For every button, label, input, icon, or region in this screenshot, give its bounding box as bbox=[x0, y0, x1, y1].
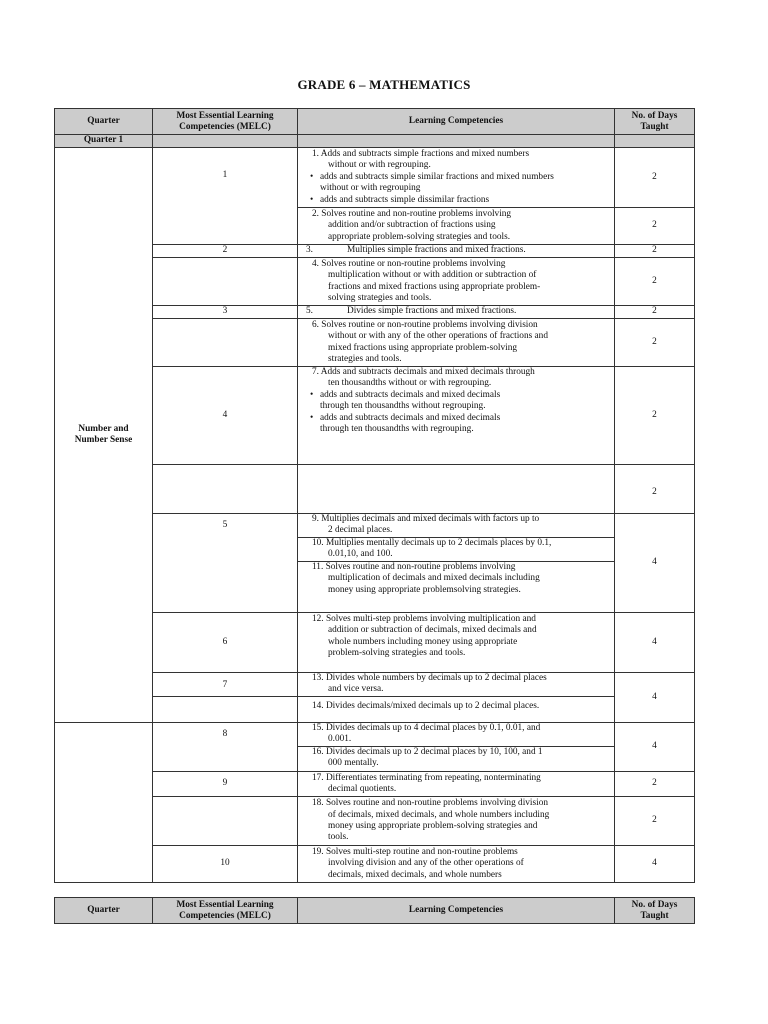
competency-text: 17. Differentiates terminating from repeating, nonterminating decimal quotients. bbox=[298, 772, 615, 797]
competency-text: 15. Divides decimals up to 4 decimal places by 0.1, 0.01, and 0.001. 16. Divides decimals up to 2 decimal places by 10, 100, and 1 000 mentally. bbox=[298, 723, 615, 772]
melc-number: 8 bbox=[153, 723, 298, 772]
competency-text: 9. Multiplies decimals and mixed decimals with factors up to 2 decimal places. 10. Multiplies mentally decimals up to 2 decimals places by 0.1, 0.01,10, and 100. 11. Solves routine and non-routine problems involving multiplication of decimals and mixed decimals including money using appropriate problemsolving strategies. bbox=[298, 514, 615, 613]
header-learning-competencies: Learning Competencies bbox=[298, 898, 615, 924]
melc-number: 10 bbox=[153, 846, 298, 883]
competency-text: 2. Solves routine and non-routine problems involving addition and/or subtraction of fractions using appropriate problem-solving strategies and tools. bbox=[298, 208, 615, 245]
table-header-row bbox=[55, 898, 695, 924]
days-value: 4 bbox=[615, 723, 695, 772]
days-value: 2 bbox=[615, 797, 695, 846]
days-value: 2 bbox=[615, 208, 695, 245]
days-value: 2 bbox=[615, 245, 695, 258]
domain-label: Number and Number Sense bbox=[55, 148, 153, 723]
competency-text: 4. Solves routine or non-routine problems involving multiplication without or with addition or subtraction of fractions and mixed fractions using appropriate problem- solving strategies and tools. bbox=[298, 258, 615, 306]
header-melc: Most Essential Learning Competencies (MELC) bbox=[153, 898, 298, 924]
melc-number: 1 bbox=[153, 148, 298, 245]
days-value: 2 bbox=[615, 367, 695, 465]
days-value: 2 bbox=[615, 772, 695, 797]
table-row bbox=[55, 148, 695, 208]
melc-number: 4 bbox=[153, 367, 298, 465]
days-value: 2 bbox=[615, 258, 695, 306]
table-header-row bbox=[55, 109, 695, 135]
melc-number: 7 bbox=[153, 673, 298, 723]
competency-text: 12. Solves multi-step problems involving multiplication and addition or subtraction of decimals, mixed decimals and whole numbers including money using appropriate problem-solving strategies and tools. bbox=[298, 613, 615, 673]
competencies-table-continued bbox=[54, 897, 695, 924]
quarter-label: Quarter 1 bbox=[55, 135, 153, 148]
melc-number: 2 bbox=[153, 245, 298, 258]
days-value: 2 bbox=[615, 148, 695, 208]
quarter-row bbox=[55, 135, 695, 148]
header-days: No. of Days Taught bbox=[615, 898, 695, 924]
header-quarter: Quarter bbox=[55, 109, 153, 135]
competency-text: 1. Adds and subtracts simple fractions and mixed numbers without or with regrouping. • adds and subtracts simple similar fractions and mixed numbers without or with regrouping • adds and subtracts simple dissimilar fractions bbox=[298, 148, 615, 208]
competencies-table bbox=[54, 108, 695, 883]
competency-text: 19. Solves multi-step routine and non-routine problems involving division and any of the other operations of decimals, mixed decimals, and whole numbers bbox=[298, 846, 615, 883]
melc-number: 9 bbox=[153, 772, 298, 797]
competency-text: 3. Multiplies simple fractions and mixed fractions. bbox=[298, 245, 615, 258]
days-value: 4 bbox=[615, 514, 695, 613]
competency-text: 5. Divides simple fractions and mixed fractions. bbox=[298, 306, 615, 319]
header-quarter: Quarter bbox=[55, 898, 153, 924]
days-value: 4 bbox=[615, 846, 695, 883]
melc-number: 5 bbox=[153, 514, 298, 613]
melc-number: 6 bbox=[153, 613, 298, 673]
melc-number: 3 bbox=[153, 306, 298, 319]
table-row bbox=[55, 723, 695, 772]
competency-text: 18. Solves routine and non-routine problems involving division of decimals, mixed decimals, and whole numbers including money using appropriate problem-solving strategies and tools. bbox=[298, 797, 615, 846]
competency-text: 6. Solves routine or non-routine problems involving division without or with any of the other operations of fractions and mixed fractions using appropriate problem-solving strategies and tools. bbox=[298, 319, 615, 367]
days-value: 2 bbox=[615, 319, 695, 367]
days-value: 4 bbox=[615, 673, 695, 723]
header-days: No. of Days Taught bbox=[615, 109, 695, 135]
header-melc: Most Essential Learning Competencies (MELC) bbox=[153, 109, 298, 135]
header-learning-competencies: Learning Competencies bbox=[298, 109, 615, 135]
days-value: 2 bbox=[615, 465, 695, 514]
days-value: 2 bbox=[615, 306, 695, 319]
days-value: 4 bbox=[615, 613, 695, 673]
competency-text: 13. Divides whole numbers by decimals up to 2 decimal places and vice versa. 14. Divides decimals/mixed decimals up to 2 decimal places. bbox=[298, 673, 615, 723]
competency-text: 7. Adds and subtracts decimals and mixed decimals through ten thousandths without or with regrouping. • adds and subtracts decimals and mixed decimals through ten thousandths without regrouping. • adds and subtracts decimals and mixed decimals through ten thousandths with regrouping. bbox=[298, 367, 615, 465]
page-title: GRADE 6 – MATHEMATICS bbox=[297, 77, 471, 92]
